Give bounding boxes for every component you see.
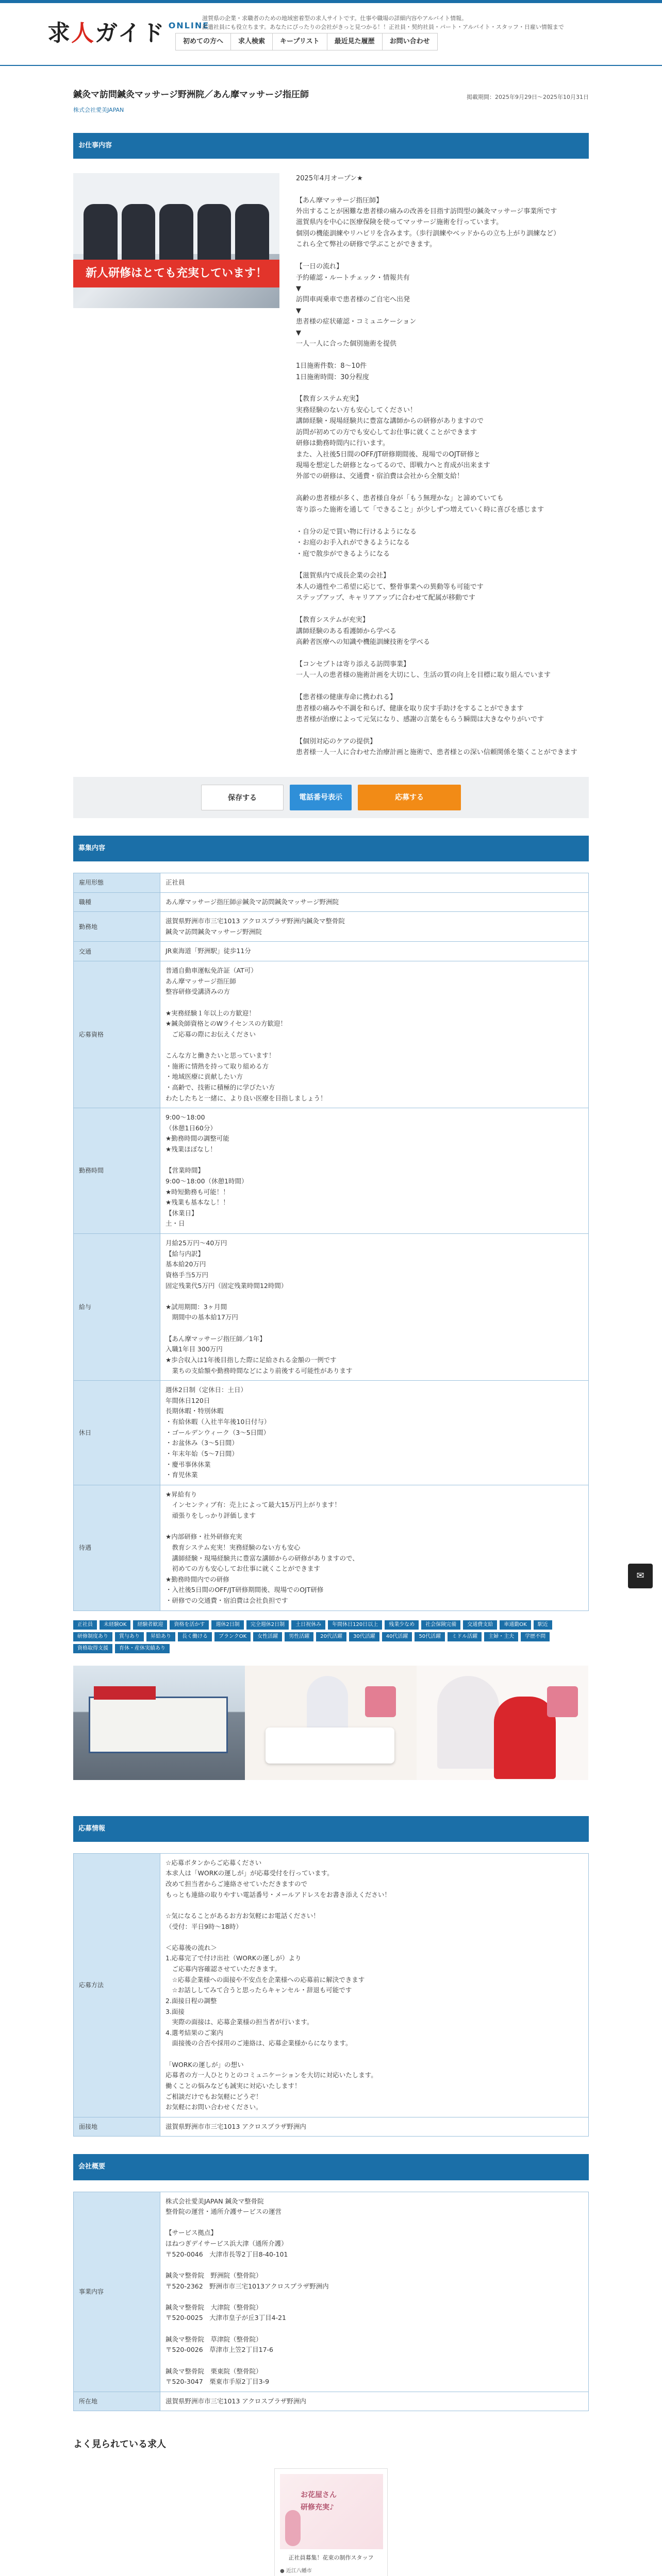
related-job-name: 正社員募集！花束の制作スタッフ [288, 2554, 374, 2561]
feature-tag: 週休2日制 [211, 1620, 243, 1630]
feature-tag: 社会保険完備 [421, 1620, 460, 1630]
show-phone-button[interactable]: 電話番号表示 [290, 785, 352, 810]
feature-tag: 駅近 [534, 1620, 552, 1630]
training-photo [73, 173, 279, 308]
logo-sub-text: ONLINE [168, 21, 210, 30]
related-job-image-line2: 研修充実♪ [301, 2503, 334, 2512]
feature-tag: 完全週休2日制 [246, 1620, 289, 1630]
site-header [47, 3, 615, 65]
table-row: 事業内容 株式会社愛美JAPAN 鍼灸マ整骨院 整骨院の運営・通所介護サービスの運営 【サービス拠点】 ほねつぎデイサービス浜大津（通所介護） 〒520-0046 大津市長等2丁目8-40-101 鍼灸マ整骨院 野洲院（整骨院） 〒520-2362 野洲市市三宅1013アクロスプラザ野洲内 鍼灸マ整骨院 大津院（整骨院） 〒520-0025 大津市皇子が丘3丁目4-21 鍼灸マ整骨院 草津院（整骨院） 〒520-0026 草津市上笠2丁目17-6 鍼灸マ整骨院 栗東院（整骨院） 〒520-3047 栗東市手原2丁目3-9 [74, 2192, 589, 2392]
feature-tag: 正社員 [73, 1620, 97, 1630]
table-row: 応募資格 普通自動車運転免許証（AT可） あん摩マッサージ指圧師 整容研修受講済みの方 ★実務経験１年以上の方歓迎！ ★鍼灸師資格とのWライセンスの方歓迎！ ご応募の際にお伝えください こんな方と働きたいと思っています！ ・施術に情熱を持って取り組める方 ・地域医療に貢献したい方 ・高齢で、技術に積極的に学びたい方 わたしたちと一緒に、より良い医療を目指しましょう！ [74, 961, 589, 1108]
table-row: 職種 あん摩マッサージ指圧師＠鍼灸マ訪問鍼灸マッサージ野洲院 [74, 892, 589, 912]
logo-text: 求人ガイド [47, 20, 166, 47]
feature-tag: 土日祝休み [291, 1620, 325, 1630]
table-row: 休日 週休2日制（定休日：土日） 年間休日120日 長期休暇・特別休暇 ・有給休暇（入社半年後10日付与） ・ゴールデンウィーク（3〜5日間） ・お盆休み（3〜5日間） ・年末年始（5〜7日間） ・慶弔事休休業 ・育児休業 [74, 1381, 589, 1485]
nav-item-first-time[interactable]: 初めての方へ [176, 33, 231, 50]
section-header-apply-info: 応募情報 [73, 1816, 589, 1842]
section-header-company: 会社概要 [73, 2154, 589, 2180]
feature-tag: 年間休日120日以上 [328, 1620, 382, 1630]
related-job-image [280, 2474, 383, 2549]
feature-tag: 資格取得支援 [73, 1644, 112, 1653]
company-link[interactable]: 株式会社愛美JAPAN [73, 106, 124, 113]
published-period: 掲載期間：2025年9月29日〜2025年10月31日 [467, 94, 589, 101]
feature-tag: 男性活躍 [285, 1632, 313, 1641]
table-row: 応募方法 ☆応募ボタンからご応募ください 本求人は「WORKの運しが」が応募受付を行っています。 改めて担当者からご連絡させていただきますので もっとも連絡の取りやすい電話番号・メールアドレスをお書き添えください！ ☆気になることがあるお方お気軽にお電話ください！ （受付：平日9時〜18時） ＜応募後の流れ＞ 1.応募完了で付け出社（WORKの運しが）より ご応募内容確認させていただきます。 ☆応募企業様への面接や不安点を企業様への応募前に解決できます ☆お話ししてみて合うと思ったらキャンセル・辞退も可能です 2.面接日程の調整 3.面接 実際の面接は、応募企業様の担当者が行います。 4.選考結果のご案内 面接後の合否や採用のご連絡は、応募企業様からになります。 「WORKの運しが」の想い 応募者の方一人ひとりとのコミュニケーションを大切に対応いたします。 働くことの悩みなども誠実に対応いたします！ ご相談だけでもお気軽にどうぞ！ お気軽にお問い合わせください。 [74, 1853, 589, 2117]
feature-tag: 30代活躍 [349, 1632, 379, 1641]
related-job-card[interactable] [274, 2468, 388, 2576]
feature-tag: 学歴不問 [521, 1632, 550, 1641]
job-description [73, 159, 589, 758]
feature-tag: 主婦・主夫 [484, 1632, 518, 1641]
job-title: 鍼灸マ訪問鍼灸マッサージ野洲院／あん摩マッサージ指圧師 [73, 90, 309, 100]
feature-tag: 残業少なめ [385, 1620, 419, 1630]
feature-tag: 20代活躍 [316, 1632, 346, 1641]
job-description-text: 2025年4月オープン★ 【あん摩マッサージ指圧師】 外出することが困難な患者様の痛みの改善を目指す訪問型の鍼灸マッサージ事業所です 滋賀県内を中心に医療保険を使ってマッサージ施術を行っています。 個別の機能訓練やリハビリを含みます。（歩行訓練やベッドからの立ち上がり訓練など） これら全て弊社の研修で学ぶことができます。 【一日の流れ】 予約確認・ルートチェック・情報共有 ▼ 訪問車両乗車で患者様のご自宅へ出発 ▼ 患者様の症状確認・コミュニケーション ▼ 一人一人に合った個別施術を提供 1日施術件数：8〜10件 1日施術時間：30分程度 【教育システム充実】 実務経験のない方も安心してください！ 講師経験・現場経験共に豊富な講師からの研修がありますので 訪問が初めての方でも安心してお仕事に就くことができます 研修は勤務時間内に行います。 また、入社後5日間のOFF/JT研修期間後、現場でのOJT研修と 現場を想定した研修となってるので、即戦力へと育成が出来ます 外部での研修は、交通費・宿泊費は会社から全額支給！ 高齢の患者様が多く、患者様自身が「もう無理かな」と諦めていても 寄り添った施術を通して「できること」が少しずつ増えていく時に喜びを感じます ・自分の足で買い物に行けるようになる ・お庭のお手入れができるようになる ・庭で散歩ができるようになる 【滋賀県内で成長企業の会社】 本人の適性や二希望に応じて、整骨事業への異動等も可能です ステップアップ、キャリアアップに合わせて配属が移動です 【教育システムが充実】 講師経験のある看護師から学べる 高齢者医療への知識や機能訓練技術を学べる 【コンセプトは寄り添える訪問事業】 一人一人の患者様の施術計画を大切にし、生活の質の向上を目標に取り組んでいます 【患者様の健康寿命に携われる】 患者様の痛みや不調を和らげ、健康を取り戻す手助けをすることができます 患者様が治療によって元気になり、感謝の言葉をもらう瞬間は大きなやりがいです 【個別対応のケアの提供】 患者様一人一人に合わせた治療計画と施術で、患者様との深い信頼関係を築くことができます [296, 174, 577, 757]
massage-photo [417, 1666, 588, 1780]
feature-tag: 賞与あり [115, 1632, 144, 1641]
site-description: 滋賀県の企業・求職者のための地域密着型の求人サイトです。仕事や職場の詳細内容やアルバイト情報。 派遣社員にも役立ちます。あなたにぴったりの会社がきっと見つかる！！正社員・契約社員・パート・アルバイト・スタッフ・日雇い情報まで [202, 15, 564, 30]
feature-tag: 女性活躍 [253, 1632, 282, 1641]
apply-button[interactable]: 応募する [358, 785, 461, 810]
storefront-photo [73, 1666, 245, 1780]
feature-tag: 車通勤OK [500, 1620, 531, 1630]
feature-tag: 育休・産休実績あり [115, 1644, 170, 1653]
feature-tag: 昇給あり [146, 1632, 175, 1641]
main-nav [175, 33, 438, 50]
chat-icon[interactable]: ✉ [628, 1564, 653, 1588]
nav-item-contact[interactable]: お問い合わせ [389, 38, 430, 45]
nav-item-keep-list[interactable]: キープリスト [273, 33, 327, 50]
feature-tag: 交通費支給 [463, 1620, 497, 1630]
related-jobs-title: よく見られている求人 [73, 2439, 166, 2450]
table-row: 待遇 ★昇給有り インセンティブ有：売上によって最大15万円上がります！ 頑張りをしっかり評価します ★内部研修・社外研修充実 教育システム充実！実務経験のない方も安心 講師経験・現場経験共に豊富な講師からの研修がありますので、 初めての方も安心してお仕事に就くことができます ★勤務時間内での研修 ・入社後5日間のOFF/JT研修期間後、現場でのOJT研修 ・研修での交通費・宿泊費は会社負担です [74, 1485, 589, 1611]
main-content [73, 66, 589, 2576]
job-title-row [73, 66, 589, 103]
action-buttons [73, 777, 589, 818]
feature-tag: 長く働ける [178, 1632, 212, 1641]
table-row: 勤務時間 9:00〜18:00 （休憩1日60分） ★勤務時間の調整可能 ★残業ほぼなし！ 【営業時間】 9:00〜18:00（休憩1時間） ★時短勤務も可能！！ ★残業も基本なし！！ 【休業日】 土・日 [74, 1108, 589, 1234]
feature-tag: ミドル活躍 [448, 1632, 482, 1641]
photo-gallery [73, 1666, 589, 1780]
table-row: 所在地 滋賀県野洲市市三宅1013 アクロスプラザ野洲内 [74, 2392, 589, 2411]
nav-item-history[interactable]: 最近見た履歴 [327, 33, 383, 50]
table-row: 交通 JR東海道「野洲駅」徒歩11分 [74, 942, 589, 961]
table-row: 雇用形態 正社員 [74, 873, 589, 892]
training-banner-text: 新人研修はとても充実しています！ [73, 260, 279, 287]
feature-tag: 50代活躍 [415, 1632, 445, 1641]
feature-tag: 経験者歓迎 [133, 1620, 167, 1630]
feature-tag: 40代活躍 [382, 1632, 412, 1641]
requirements-table [73, 873, 589, 1611]
related-job-meta: ● 近江八幡市 [280, 2568, 312, 2574]
feature-tag: 研修制度あり [73, 1632, 112, 1641]
feature-tag: 資格を活かす [170, 1620, 209, 1630]
section-header-requirements: 募集内容 [73, 836, 589, 861]
feature-tag: ブランクOK [214, 1632, 251, 1641]
table-row: 勤務地 滋賀県野洲市市三宅1013 アクロスプラザ野洲内鍼灸マ整骨院 鍼灸マ訪問鍼灸マッサージ野洲院 [74, 912, 589, 942]
related-job-image-line1: お花屋さん [301, 2490, 337, 2499]
apply-info-table [73, 1853, 589, 2137]
nav-item-search[interactable]: 求人検索 [231, 33, 273, 50]
feature-tags [73, 1620, 589, 1653]
company-table [73, 2192, 589, 2412]
save-button[interactable]: 保存する [201, 785, 284, 810]
section-header-job-description: お仕事内容 [73, 133, 589, 159]
feature-tag: 未経験OK [100, 1620, 130, 1630]
treatment-photo [245, 1666, 417, 1780]
table-row: 給与 月給25万円〜40万円 【給与内訳】 基本給20万円 資格手当5万円 固定残業代5万円（固定残業時間12時間） ★試用期間：3ヶ月間 期間中の基本給17万円 【あん摩マッサージ指圧師／1年】 入職1年目 300万円 ★歩合収入は1年後目指した際に足給される金額の一例です 業ちの支給額や勤務時間などにより前後する可能性があります [74, 1234, 589, 1381]
table-row: 面接地 滋賀県野洲市市三宅1013 アクロスプラザ野洲内 [74, 2117, 589, 2137]
